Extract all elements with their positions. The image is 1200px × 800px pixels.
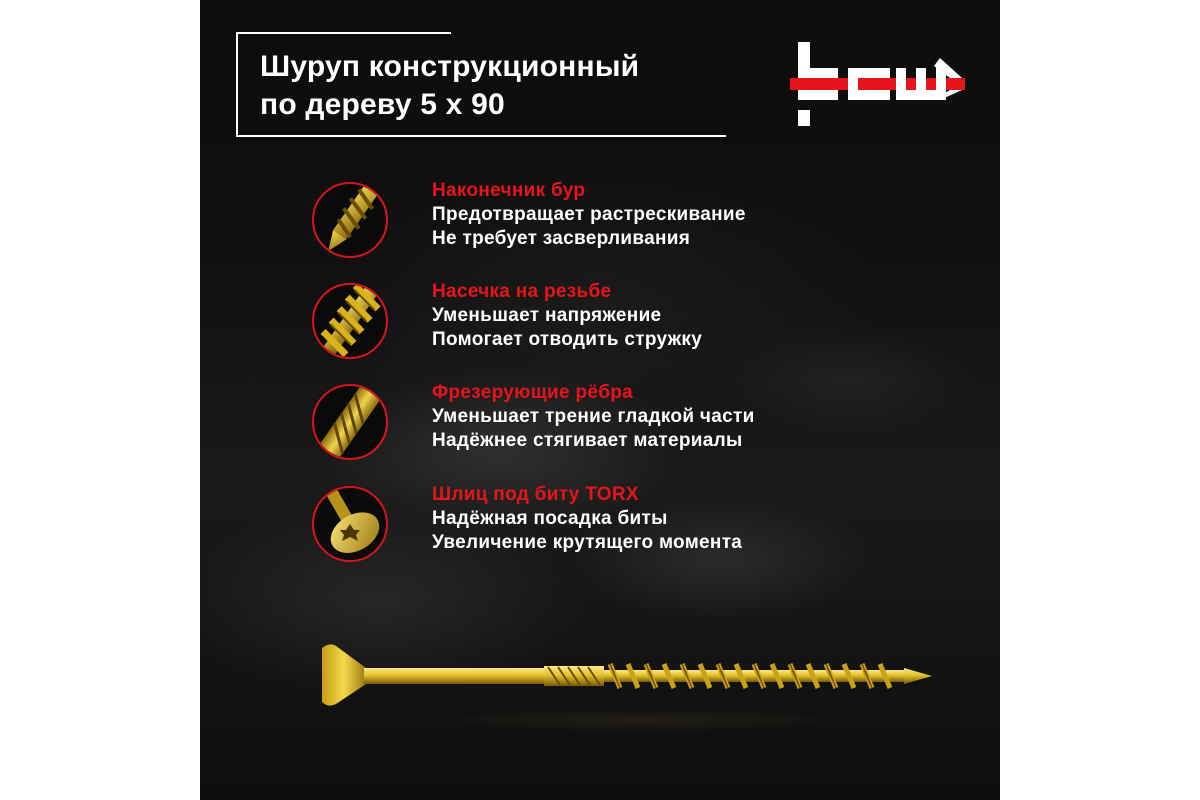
feature-heading: Шлиц под биту TORX	[432, 484, 639, 505]
torx-head-icon	[312, 486, 388, 562]
feature-text	[432, 483, 742, 555]
frame-left-line	[236, 32, 238, 137]
feature-milling-ribs	[312, 384, 972, 472]
screw-reflection	[300, 710, 980, 750]
feature-line: Увеличение крутящего момента	[432, 532, 743, 553]
feature-heading: Насечка на резьбе	[432, 281, 612, 302]
frame-bottom-line	[236, 135, 726, 137]
feature-line: Не требует засверливания	[432, 228, 691, 249]
feature-line: Уменьшает напряжение	[432, 305, 662, 326]
title-line-1: Шуруп конструкционный	[260, 50, 640, 83]
feature-heading: Наконечник бур	[432, 180, 586, 201]
brand-logo-icon	[790, 38, 970, 130]
feature-line: Надёжная посадка биты	[432, 508, 668, 529]
feature-text	[432, 179, 746, 251]
feature-heading: Фрезерующие рёбра	[432, 382, 634, 403]
page-title	[260, 48, 639, 124]
feature-thread-notch	[312, 283, 972, 371]
feature-line: Уменьшает трение гладкой части	[432, 406, 755, 427]
feature-torx-head	[312, 486, 972, 574]
feature-line: Предотвращает растрескивание	[432, 204, 746, 225]
feature-drill-tip	[312, 182, 972, 270]
screw-icon	[320, 640, 940, 710]
frame-top-line	[236, 32, 451, 34]
feature-text	[432, 280, 702, 352]
title-line-2: по дереву 5 х 90	[260, 88, 505, 121]
feature-text	[432, 381, 755, 453]
thread-notch-icon	[312, 283, 388, 359]
milling-ribs-icon	[312, 384, 388, 460]
product-poster	[200, 0, 1000, 800]
drill-tip-icon	[312, 182, 388, 258]
feature-line: Надёжнее стягивает материалы	[432, 430, 743, 451]
feature-line: Помогает отводить стружку	[432, 329, 703, 350]
